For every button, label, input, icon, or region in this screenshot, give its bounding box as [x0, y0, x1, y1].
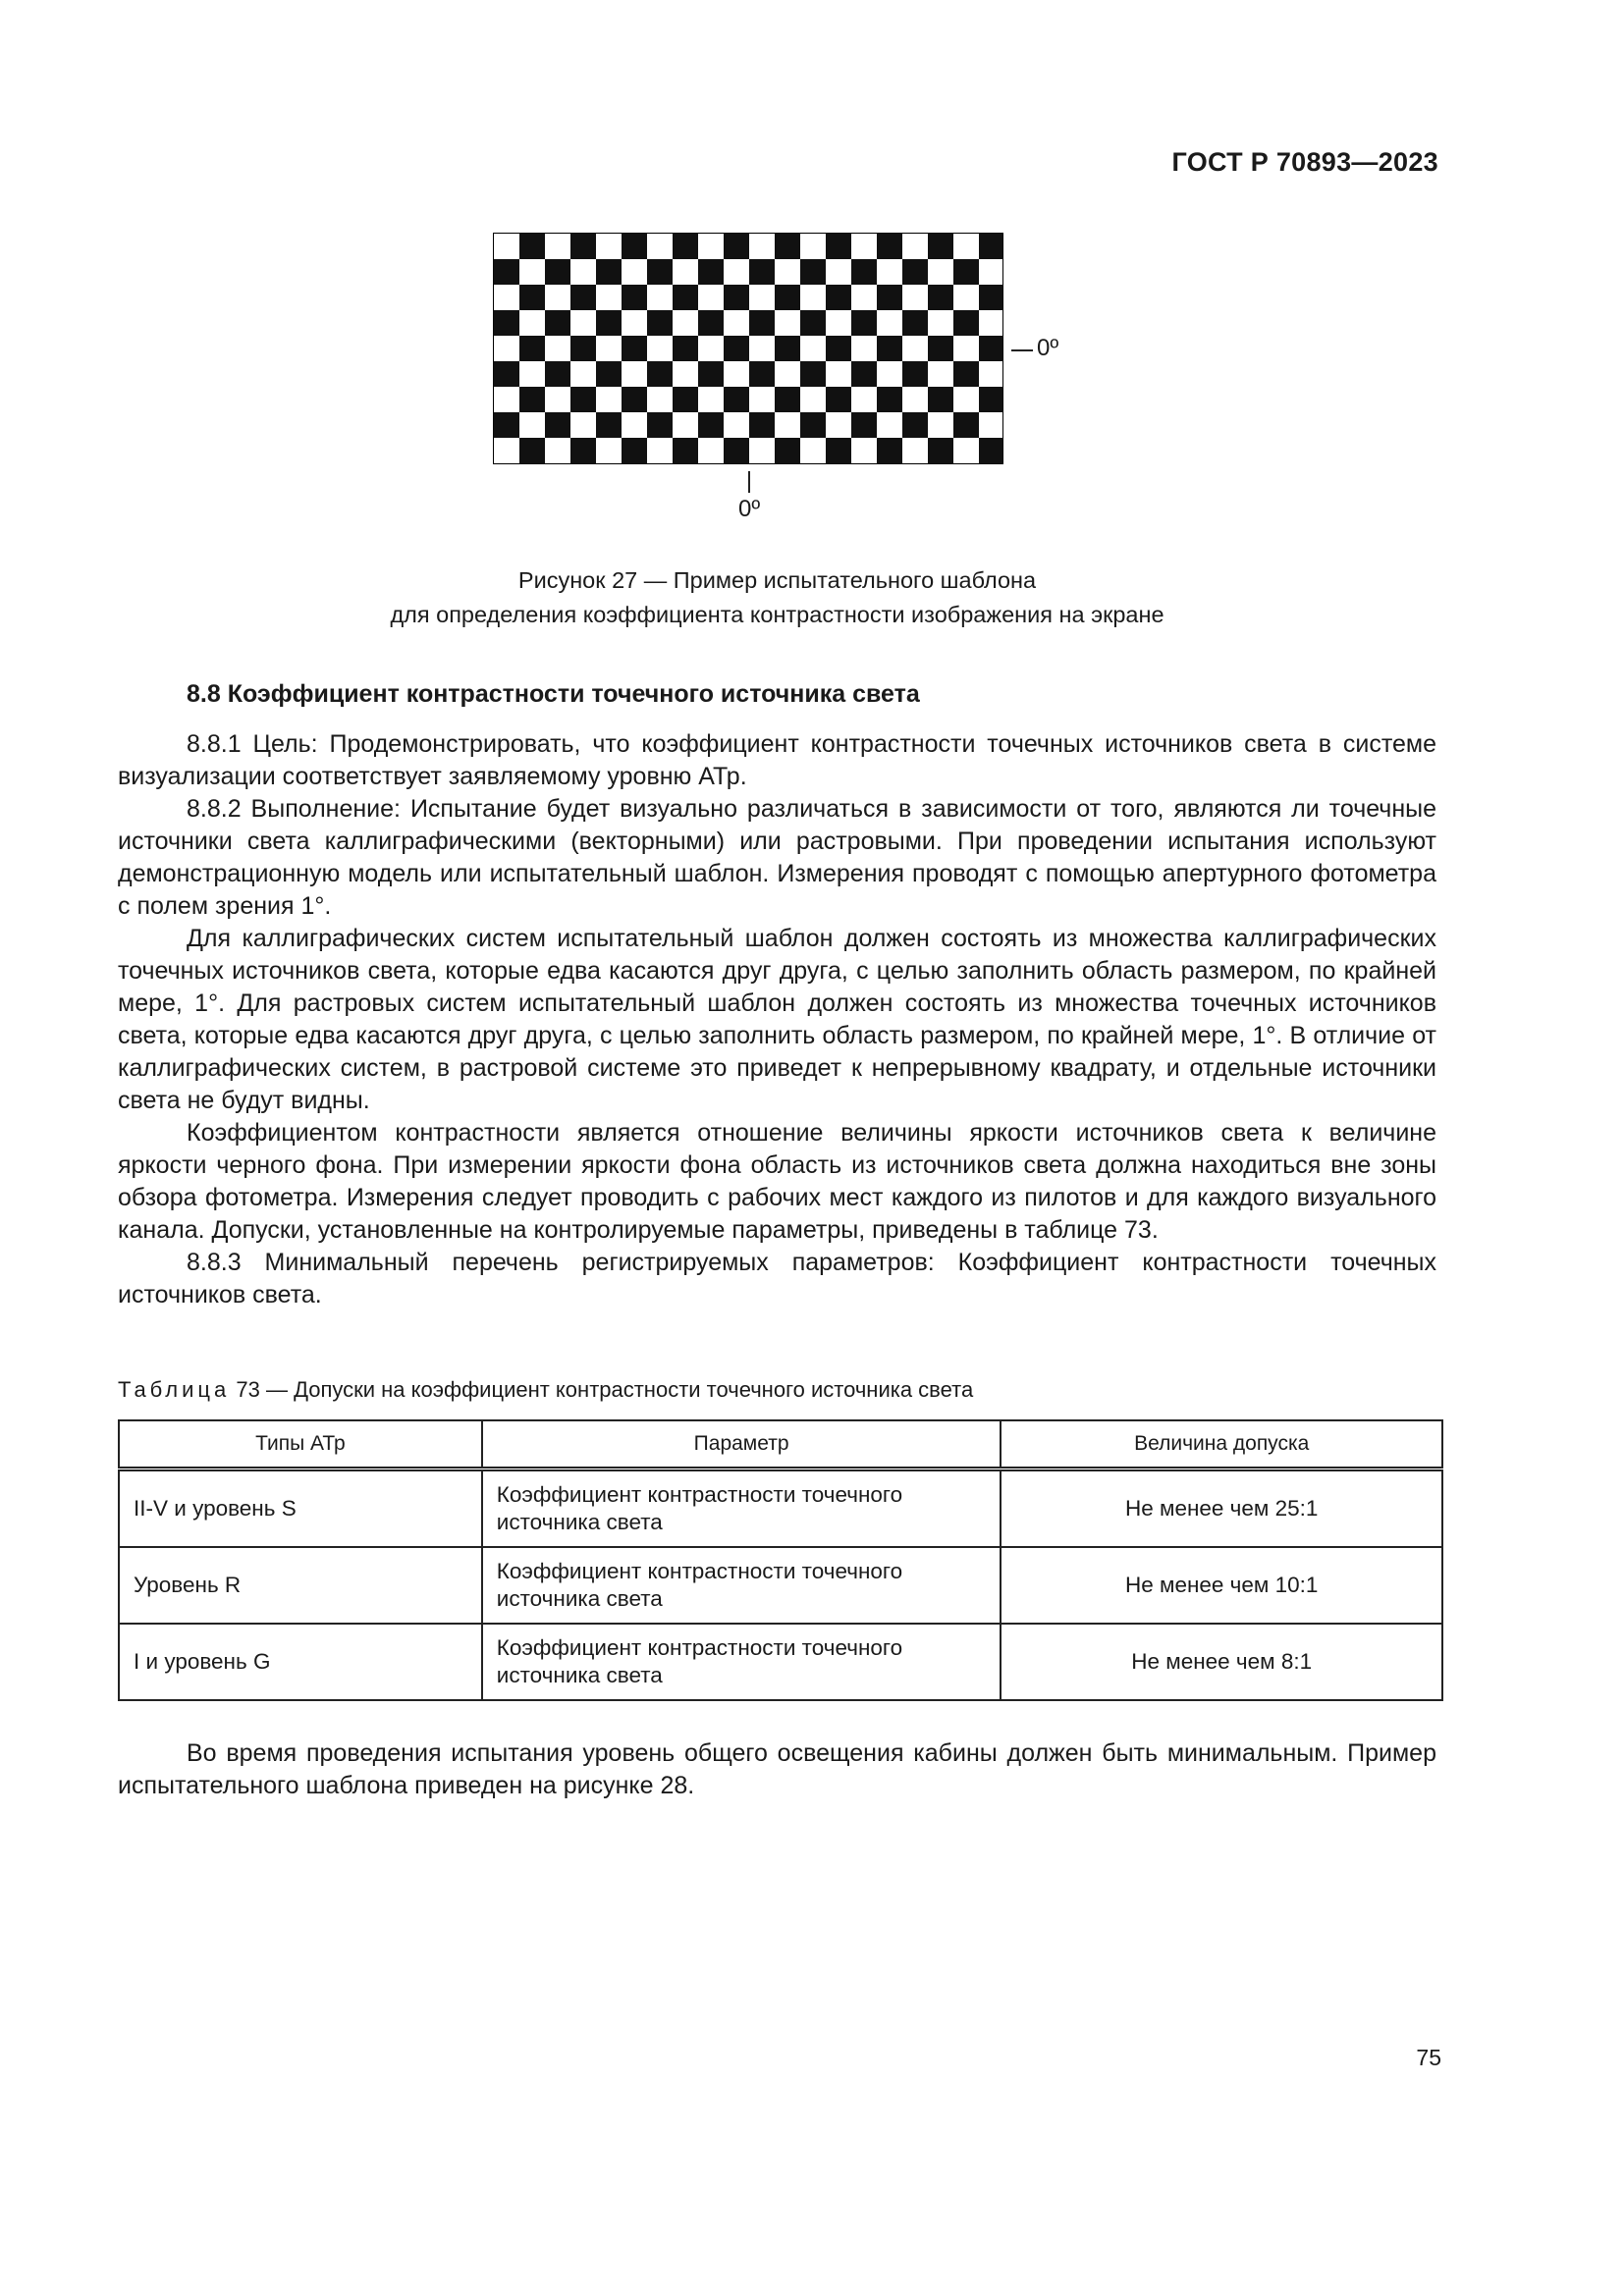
vertical-axis-label: 0º: [738, 496, 761, 522]
header-tolerance: Величина допуска: [1001, 1420, 1442, 1469]
cell-parameter: Коэффициент контрастности точечного источника света: [482, 1469, 1001, 1548]
closing-text: [118, 1737, 1436, 1802]
table-row: [119, 1469, 1442, 1548]
table-caption-word: Таблица: [118, 1377, 231, 1402]
table-row: [119, 1547, 1442, 1624]
paragraph-calligraphic: Для каллиграфических систем испытательный шаблон должен состоять из множества каллиграфических точечных источников света, которые едва касаются друг друга, с целью заполнить область размером, по крайней мере, 1°. Для растровых систем испытательный шаблон должен состоять из множества точечных источников света, которые едва касаются друг друга, с целью заполнить область размером, по крайней мере, 1°. В отличие от каллиграфических систем, в растровой системе это приведет к непрерывному квадрату, и отдельные источники света не будут видны.: [118, 925, 1436, 1114]
cell-parameter: Коэффициент контрастности точечного источника света: [482, 1547, 1001, 1624]
checkerboard-figure: [493, 233, 1003, 464]
paragraph-closing: Во время проведения испытания уровень общего освещения кабины должен быть минимальным. Пример испытательного шаблона приведен на рисунке 28.: [118, 1739, 1436, 1799]
page-number: 75: [1416, 2045, 1441, 2070]
horizontal-axis-label: 0º: [1037, 335, 1059, 361]
horizontal-axis-tick: [1011, 349, 1033, 351]
paragraph-execution: 8.8.2 Выполнение: Испытание будет визуально различаться в зависимости от того, являются ли точечные источники света каллиграфическими (векторными) или растровыми. При проведении испытания используют демонстрационную модель или испытательный шаблон. Измерения проводят с помощью апертурного фотометра с полем зрения 1°.: [118, 795, 1436, 920]
table-row: [119, 1624, 1442, 1700]
document-id-header: ГОСТ Р 70893—2023: [1171, 147, 1438, 177]
figure-caption-line-1: Рисунок 27 — Пример испытательного шаблона: [517, 567, 1037, 593]
figure-caption: [118, 563, 1436, 632]
vertical-axis-tick: [748, 471, 750, 493]
paragraph-goal: 8.8.1 Цель: Продемонстрировать, что коэффициент контрастности точечных источников света в системе визуализации соответствует заявляемому уровню АТр.: [118, 730, 1436, 790]
cell-atr-type: II-V и уровень S: [119, 1469, 482, 1548]
cell-tolerance: Не менее чем 25:1: [1001, 1469, 1442, 1548]
section-body: [118, 728, 1436, 1311]
table-caption-text: 73 — Допуски на коэффициент контрастности точечного источника света: [230, 1377, 974, 1402]
figure-caption-line-2: для определения коэффициента контрастности изображения на экране: [390, 602, 1164, 627]
header-parameter: Параметр: [482, 1420, 1001, 1469]
table-caption: [118, 1377, 973, 1403]
table-header-row: [119, 1420, 1442, 1469]
header-atr-types: Типы АТр: [119, 1420, 482, 1469]
cell-atr-type: Уровень R: [119, 1547, 482, 1624]
checkerboard-pattern: [493, 233, 1003, 464]
cell-atr-type: I и уровень G: [119, 1624, 482, 1700]
cell-tolerance: Не менее чем 10:1: [1001, 1547, 1442, 1624]
tolerance-table: [118, 1419, 1443, 1701]
cell-parameter: Коэффициент контрастности точечного источника света: [482, 1624, 1001, 1700]
section-title: 8.8 Коэффициент контрастности точечного источника света: [187, 680, 920, 708]
paragraph-registered-parameters: 8.8.3 Минимальный перечень регистрируемых параметров: Коэффициент контрастности точечных источников света.: [118, 1249, 1436, 1308]
paragraph-contrast-definition: Коэффициентом контрастности является отношение величины яркости источников света к величине яркости черного фона. При измерении яркости фона область из источников света должна находиться вне зоны обзора фотометра. Измерения следует проводить с рабочих мест каждого из пилотов и для каждого визуального канала. Допуски, установленные на контролируемые параметры, приведены в таблице 73.: [118, 1119, 1436, 1244]
cell-tolerance: Не менее чем 8:1: [1001, 1624, 1442, 1700]
